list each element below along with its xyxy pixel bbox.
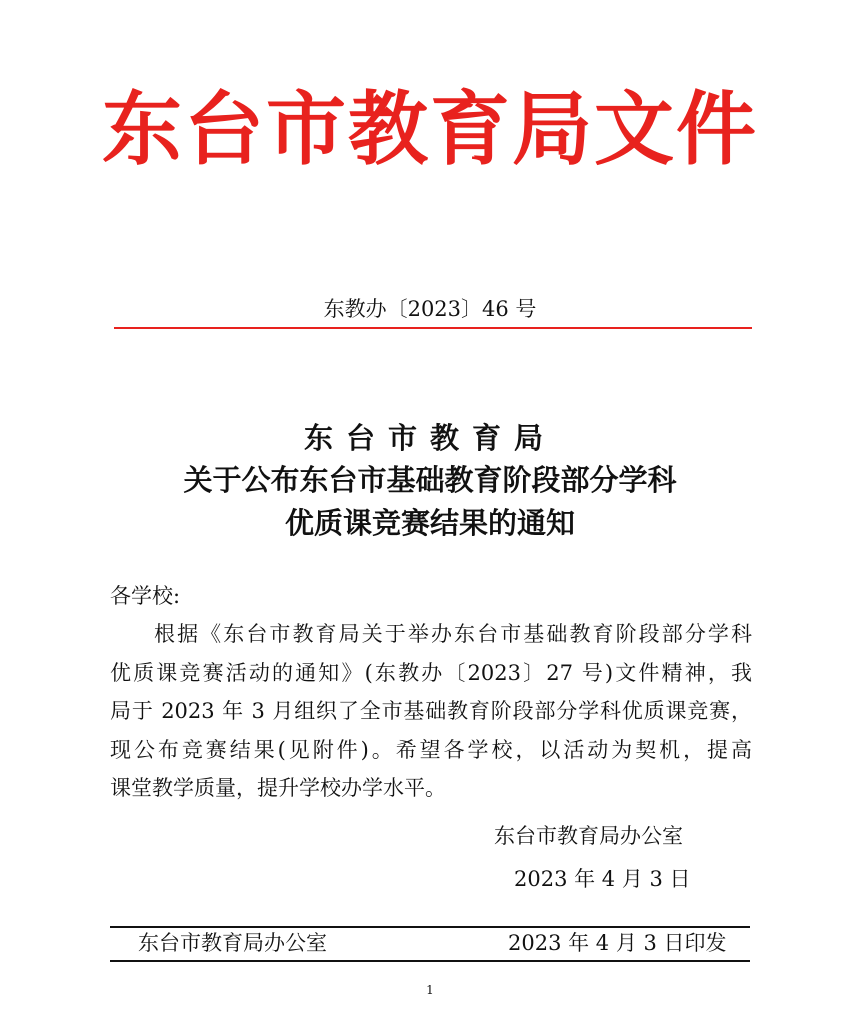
footer-issue-date: 2023 年 4 月 3 日印发 <box>508 931 727 955</box>
body-paragraph <box>110 615 752 808</box>
red-separator-line <box>114 327 752 329</box>
paragraph-line: 现公布竞赛结果(见附件)。希望各学校，以活动为契机，提高 <box>110 737 752 762</box>
paragraph-line: 局于 2023 年 3 月组织了全市基础教育阶段部分学科优质课竞赛， <box>110 699 752 723</box>
footer-office: 东台市教育局办公室 <box>138 931 327 955</box>
salutation: 各学校: <box>110 584 181 608</box>
document-masthead: 东台市教育局文件 <box>102 83 758 176</box>
document-number: 东教办〔2023〕46 号 <box>323 297 537 321</box>
page-number: 1 <box>426 983 434 997</box>
paragraph-line: 课堂教学质量，提升学校办学水平。 <box>110 776 446 800</box>
title-issuer: 东台市教育局 <box>303 421 556 455</box>
paragraph-line: 优质课竞赛活动的通知》(东教办〔2023〕27 号)文件精神，我 <box>110 660 752 685</box>
title-line-2: 关于公布东台市基础教育阶段部分学科 <box>183 463 677 497</box>
footer-bottom-rule <box>110 960 750 962</box>
signature-office: 东台市教育局办公室 <box>494 824 683 848</box>
paragraph-line: 根据《东台市教育局关于举办东台市基础教育阶段部分学科 <box>154 622 752 646</box>
signature-date: 2023 年 4 月 3 日 <box>514 867 691 891</box>
title-line-3: 优质课竞赛结果的通知 <box>284 506 575 540</box>
